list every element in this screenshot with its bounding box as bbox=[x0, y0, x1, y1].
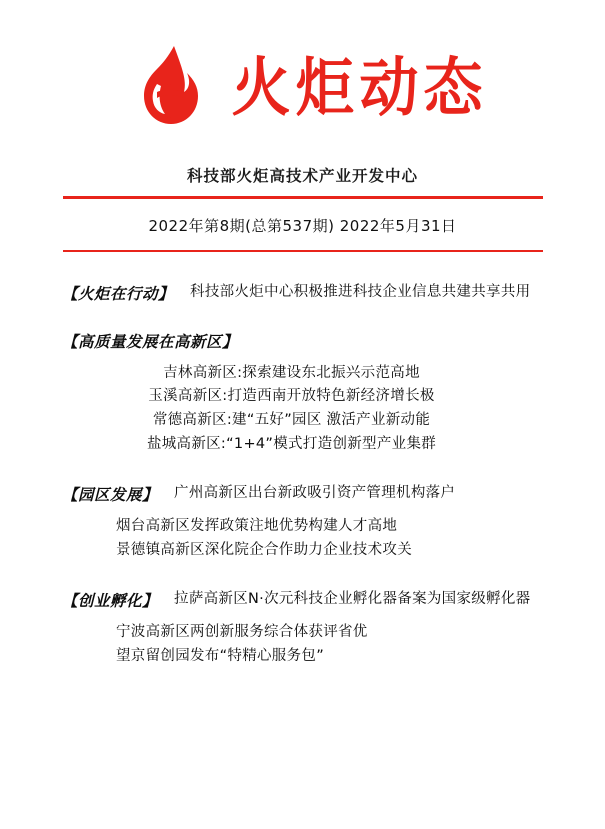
section-item-link[interactable]: 科技部火炬中心积极推进科技企业信息共建共享共用 bbox=[190, 283, 531, 300]
organization-name: 科技部火炬高技术产业开发中心 bbox=[186, 167, 418, 185]
section-header-row bbox=[62, 330, 543, 352]
section-item-list bbox=[62, 362, 543, 458]
list-item[interactable]: 玉溪高新区:打造西南开放特色新经济增长极 bbox=[148, 388, 435, 405]
divider-thick bbox=[63, 196, 543, 199]
section-item-list bbox=[62, 515, 543, 563]
list-item[interactable]: 烟台高新区发挥政策注地优势构建人才高地 bbox=[116, 518, 398, 535]
section-torch-in-action bbox=[62, 282, 543, 304]
list-item[interactable]: 景德镇高新区深化院企合作助力企业技术攻关 bbox=[116, 542, 412, 559]
section-header-row bbox=[62, 589, 543, 611]
list-item[interactable]: 吉林高新区:探索建设东北振兴示范高地 bbox=[163, 364, 420, 381]
section-header-row bbox=[62, 282, 543, 304]
section-high-quality-development bbox=[62, 330, 543, 458]
section-startup-incubation bbox=[62, 589, 543, 669]
issue-line: 2022年第8期(总第537期) 2022年5月31日 bbox=[148, 217, 457, 235]
list-item[interactable]: 望京留创园发布“特精心服务包” bbox=[116, 647, 325, 664]
page-title: 火炬动态 bbox=[231, 49, 488, 125]
section-title: 【创业孵化】 bbox=[62, 592, 159, 611]
section-title: 【高质量发展在高新区】 bbox=[62, 332, 239, 351]
masthead bbox=[0, 0, 605, 130]
section-park-development bbox=[62, 483, 543, 563]
section-title: 【园区发展】 bbox=[62, 486, 159, 505]
content-body bbox=[0, 282, 605, 669]
section-item-list bbox=[62, 621, 543, 669]
torch-flame-logo-icon bbox=[127, 44, 215, 130]
section-header-row bbox=[62, 483, 543, 505]
divider-thin bbox=[63, 250, 543, 252]
section-item-link[interactable]: 广州高新区出台新政吸引资产管理机构落户 bbox=[174, 485, 456, 502]
list-item[interactable]: 宁波高新区两创新服务综合体获评省优 bbox=[116, 624, 368, 641]
section-item-link[interactable]: 拉萨高新区N·次元科技企业孵化器备案为国家级孵化器 bbox=[174, 591, 531, 608]
section-title: 【火炬在行动】 bbox=[62, 284, 175, 303]
list-item[interactable]: 盐城高新区:“1+4”模式打造创新型产业集群 bbox=[146, 436, 437, 453]
list-item[interactable]: 常德高新区:建“五好”园区 激活产业新动能 bbox=[152, 412, 431, 429]
